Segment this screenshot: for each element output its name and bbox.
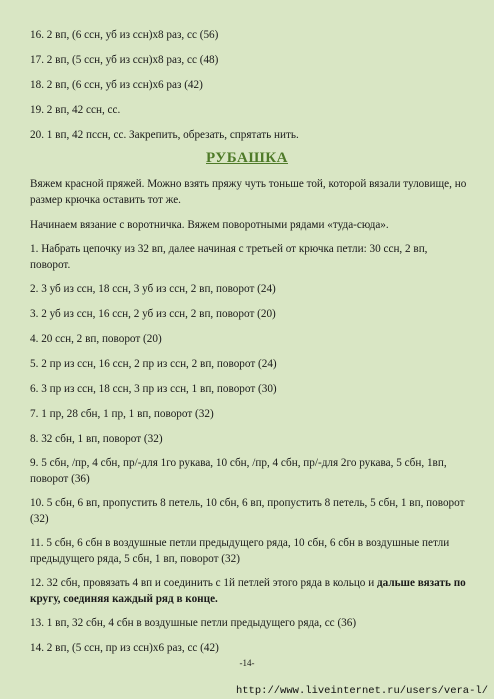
watermark-url: http://www.liveinternet.ru/users/vera-l/ [235,685,488,697]
row-20: 20. 1 вп, 42 пссн, сс. Закрепить, обрезать, спрятать нить. [30,129,299,141]
section-title: РУБАШКА [205,150,289,166]
shirt-row-3: 3. 2 уб из ссн, 16 ссн, 2 уб из ссн, 2 вп, поворот (20) [30,308,276,320]
shirt-row-12 [30,575,470,607]
shirt-row-11: 11. 5 сбн, 6 сбн в воздушные петли предыдущего ряда, 10 сбн, 6 сбн в воздушные петли предыдущего ряда, 5 сбн, 1 вп, поворот (32) [30,537,450,565]
shirt-row-12-text: 12. 32 сбн, провязать 4 вп и соединить с 1й петлей этого ряда в кольцо и [30,577,377,589]
shirt-row-7: 7. 1 пр, 28 сбн, 1 пр, 1 вп, поворот (32) [30,408,214,420]
intro-paragraph-2: Начинаем вязание с воротничка. Вяжем поворотными рядами «туда-сюда». [30,219,389,231]
shirt-row-2: 2. 3 уб из ссн, 18 ссн, 3 уб из ссн, 2 вп, поворот (24) [30,283,276,295]
intro-paragraph-1: Вяжем красной пряжей. Можно взять пряжу чуть тоньше той, которой вязали туловище, но размер крючка оставить тот же. [30,178,467,206]
shirt-row-8: 8. 32 сбн, 1 вп, поворот (32) [30,433,163,445]
shirt-row-1: 1. Набрать цепочку из 32 вп, далее начиная с третьей от крючка петли: 30 ссн, 2 вп, поворот. [30,243,428,271]
shirt-row-10: 10. 5 сбн, 6 вп, пропустить 8 петель, 10 сбн, 6 вп, пропустить 8 петель, 5 сбн, 1 вп, поворот (32) [30,497,465,525]
shirt-row-13: 13. 1 вп, 32 сбн, 4 сбн в воздушные петли предыдущего ряда, сс (36) [30,617,357,629]
row-17: 17. 2 вп, (5 ссн, уб из ссн)х8 раз, сс (48) [30,54,219,66]
shirt-row-5: 5. 2 пр из ссн, 16 ссн, 2 пр из ссн, 2 вп, поворот (24) [30,358,277,370]
shirt-row-9: 9. 5 сбн, /пр, 4 сбн, пр/-для 1го рукава, 10 сбн, /пр, 4 сбн, пр/-для 2го рукава, 5 сбн, 1вп, поворот (36) [30,457,447,485]
row-19: 19. 2 вп, 42 ссн, сс. [30,104,121,116]
shirt-row-12-bold-text: дальше вязать по кругу, соединяя каждый ряд в конце. [30,577,466,605]
shirt-row-14: 14. 2 вп, (5 ссн, пр из ссн)х6 раз, сс (42) [30,642,219,654]
shirt-row-4: 4. 20 ссн, 2 вп, поворот (20) [30,333,162,345]
row-16: 16. 2 вп, (6 ссн, уб из ссн)х8 раз, сс (56) [30,29,219,41]
shirt-row-6: 6. 3 пр из ссн, 18 ссн, 3 пр из ссн, 1 вп, поворот (30) [30,383,277,395]
page-number: -14- [239,658,255,668]
row-18: 18. 2 вп, (6 ссн, уб из ссн)х6 раз (42) [30,79,203,91]
